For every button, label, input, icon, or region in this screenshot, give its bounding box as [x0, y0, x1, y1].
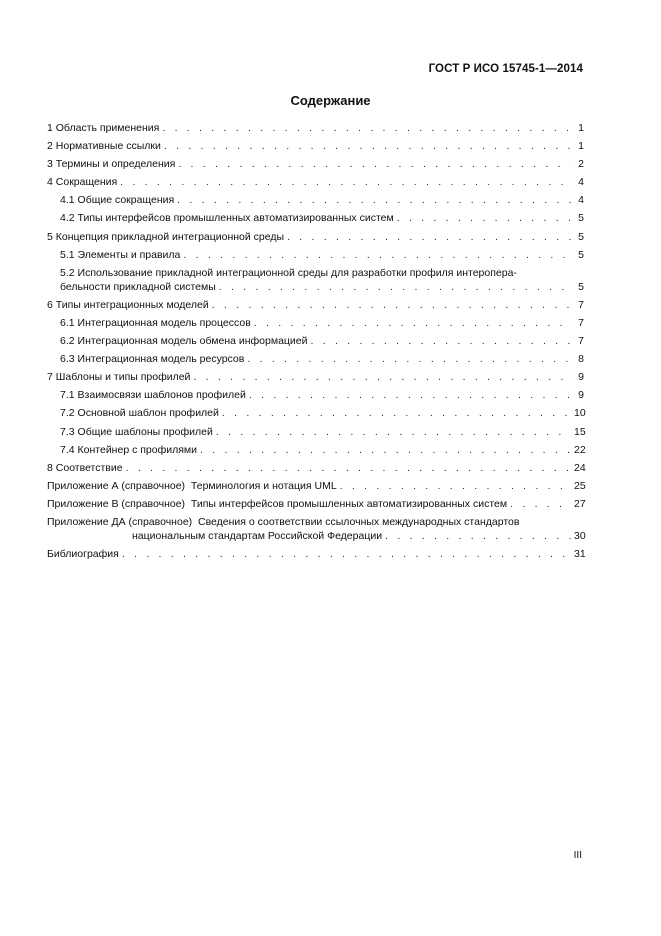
toc-number: 7	[47, 371, 53, 384]
toc-leader	[120, 175, 571, 189]
toc-number: 4.1	[60, 194, 75, 207]
toc-label: Область применения	[55, 122, 160, 134]
toc-label: Общие сокращения	[77, 194, 175, 207]
toc-page: 27	[574, 497, 586, 510]
toc-label-continuation: национальным стандартам Российской Федерации	[132, 529, 383, 542]
toc-leader	[247, 352, 571, 366]
toc-page: 1	[578, 122, 584, 134]
toc-page: 4	[578, 194, 584, 207]
toc-number: 6.1	[60, 316, 75, 329]
toc-label: Концепция прикладной интеграционной среды	[55, 230, 285, 243]
toc-number: 5	[47, 230, 53, 243]
toc-leader	[385, 529, 571, 543]
toc-number: 7.1	[60, 389, 75, 402]
toc-label: Использование прикладной интеграционной среды для разработки профиля интеропера-	[77, 266, 517, 279]
toc-number: 7.4	[60, 443, 75, 456]
toc-leader	[162, 121, 571, 135]
toc-label: Терминология и нотация UML	[190, 479, 337, 492]
toc-label: Типы интерфейсов промышленных автоматизированных систем	[190, 497, 508, 510]
toc-label: Шаблоны и типы профилей	[55, 371, 191, 384]
toc-number: 3	[47, 158, 53, 171]
toc-entry[interactable]	[47, 370, 584, 384]
toc-label: Библиография	[47, 548, 119, 561]
toc-page: 10	[574, 407, 586, 420]
toc-label: Типы интеграционных моделей	[55, 298, 209, 311]
toc-entry-bibliography[interactable]	[47, 547, 584, 561]
toc-leader	[340, 479, 571, 493]
toc-subentry[interactable]	[47, 406, 584, 420]
toc-subentry[interactable]	[47, 352, 584, 366]
toc-number: 6.3	[60, 353, 75, 366]
standard-designation: ГОСТ Р ИСО 15745-1—2014	[428, 63, 583, 75]
toc-leader	[193, 370, 571, 384]
toc-label: Сокращения	[55, 176, 118, 189]
toc-label: Сведения о соответствии ссылочных международных стандартов	[198, 515, 520, 528]
toc-subentry[interactable]	[47, 211, 584, 225]
toc-page: 7	[578, 335, 584, 348]
toc-leader	[254, 316, 571, 330]
toc-subentry[interactable]	[47, 248, 584, 262]
toc-leader	[183, 248, 571, 262]
toc-label: Термины и определения	[55, 158, 176, 171]
toc-number: 4.2	[60, 212, 75, 225]
toc-page: 7	[578, 316, 584, 329]
toc-label: Общие шаблоны профилей	[77, 425, 213, 438]
toc-label: Элементы и правила	[77, 248, 181, 261]
page-number: III	[573, 850, 582, 861]
toc-page: 30	[574, 529, 586, 542]
toc-page: 25	[574, 479, 586, 492]
toc-page: 5	[578, 280, 584, 293]
toc-number: 2	[47, 140, 53, 153]
toc-number: 7.3	[60, 425, 75, 438]
toc-appendix-entry[interactable]	[47, 497, 584, 511]
toc-leader	[219, 280, 571, 294]
toc-page: 24	[574, 461, 586, 474]
toc-label: Соответствие	[55, 461, 123, 474]
toc-leader	[287, 230, 571, 244]
toc-page: 5	[578, 248, 584, 261]
toc-leader	[311, 334, 572, 348]
toc-leader	[122, 547, 571, 561]
toc-number: 5.1	[60, 248, 75, 261]
toc-appendix-entry[interactable]	[47, 515, 584, 543]
table-of-contents	[47, 121, 584, 565]
toc-entry[interactable]	[47, 230, 584, 244]
page-title: Содержание	[290, 93, 371, 108]
toc-leader	[164, 139, 571, 153]
toc-page: 8	[578, 353, 584, 366]
toc-leader	[200, 443, 571, 457]
toc-subentry[interactable]	[47, 266, 584, 294]
toc-entry[interactable]	[47, 175, 584, 189]
toc-leader	[249, 388, 571, 402]
toc-number: 7.2	[60, 407, 75, 420]
toc-label: Нормативные ссылки	[55, 140, 161, 153]
toc-subentry[interactable]	[47, 316, 584, 330]
toc-subentry[interactable]	[47, 193, 584, 207]
toc-entry[interactable]	[47, 139, 584, 153]
toc-number: 5.2	[60, 266, 75, 279]
toc-page: 31	[574, 548, 586, 561]
toc-subentry[interactable]	[47, 334, 584, 348]
toc-page: 5	[578, 230, 584, 243]
toc-entry[interactable]	[47, 121, 584, 135]
toc-subentry[interactable]	[47, 443, 584, 457]
toc-label: Основной шаблон профилей	[77, 407, 219, 420]
toc-label: Взаимосвязи шаблонов профилей	[77, 389, 246, 402]
toc-entry[interactable]	[47, 298, 584, 312]
toc-leader	[397, 211, 571, 225]
toc-page: 9	[578, 371, 584, 384]
toc-leader	[126, 461, 571, 475]
toc-appendix-entry[interactable]	[47, 479, 584, 493]
toc-page: 7	[578, 298, 584, 311]
toc-page: 9	[578, 389, 584, 402]
toc-leader	[177, 193, 571, 207]
toc-number: 6	[47, 298, 53, 311]
toc-page: 22	[574, 443, 586, 456]
toc-page: 2	[578, 158, 584, 171]
toc-number: 4	[47, 176, 53, 189]
toc-appendix-number: Приложение ДА (справочное)	[47, 515, 193, 528]
toc-subentry[interactable]	[47, 425, 584, 439]
toc-number: 1	[47, 122, 53, 134]
toc-number: 8	[47, 461, 53, 474]
toc-leader	[178, 157, 571, 171]
toc-entry[interactable]	[47, 461, 584, 475]
toc-appendix-number: Приложение В (справочное)	[47, 497, 186, 510]
toc-label: Типы интерфейсов промышленных автоматизированных систем	[77, 212, 394, 225]
toc-leader	[216, 425, 571, 439]
toc-label: Интеграционная модель обмена информацией	[77, 335, 308, 348]
toc-page: 15	[574, 425, 586, 438]
toc-label: Интеграционная модель ресурсов	[77, 353, 245, 366]
toc-entry[interactable]	[47, 157, 584, 171]
toc-subentry[interactable]	[47, 388, 584, 402]
toc-label: Контейнер с профилями	[77, 443, 198, 456]
toc-label: Интеграционная модель процессов	[77, 316, 251, 329]
toc-page: 1	[578, 140, 584, 153]
toc-number: 6.2	[60, 335, 75, 348]
toc-appendix-number: Приложение А (справочное)	[47, 479, 186, 492]
toc-leader	[510, 497, 571, 511]
toc-leader	[222, 406, 571, 420]
toc-label-continuation: бельности прикладной системы	[60, 280, 216, 293]
toc-page: 4	[578, 176, 584, 189]
toc-leader	[212, 298, 571, 312]
toc-page: 5	[578, 212, 584, 225]
